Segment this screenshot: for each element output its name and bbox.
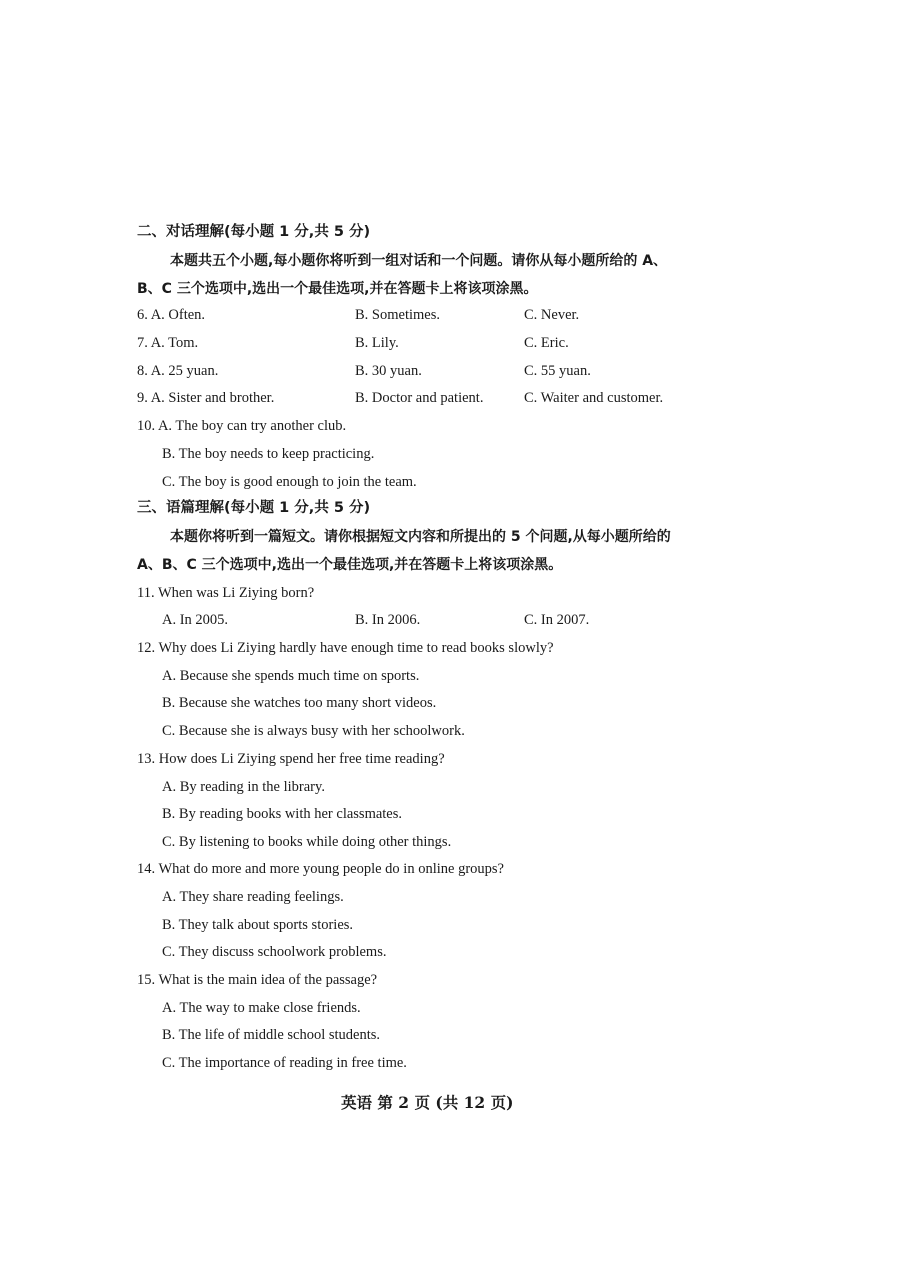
q11-option-c: C. In 2007. [524, 612, 590, 628]
q11-option-a: A. In 2005. [162, 612, 229, 628]
q7-option-b: B. Lily. [355, 335, 399, 351]
q9-option-b: B. Doctor and patient. [355, 390, 484, 406]
section2-instruction-line2: B、C 三个选项中,选出一个最佳选项,并在答题卡上将该项涂黑。 [137, 281, 538, 297]
q12-option-c: C. Because she is always busy with her schoolwork. [162, 723, 465, 739]
q7-option-a: 7. A. Tom. [137, 335, 199, 351]
q13-option-a: A. By reading in the library. [162, 779, 325, 795]
section3-instruction-line2: A、B、C 三个选项中,选出一个最佳选项,并在答题卡上将该项涂黑。 [137, 557, 563, 573]
q14-option-c: C. They discuss schoolwork problems. [162, 944, 387, 960]
q12-stem: 12. Why does Li Ziying hardly have enough time to read books slowly? [137, 640, 554, 656]
q11-stem: 11. When was Li Ziying born? [137, 585, 315, 601]
q14-option-a: A. They share reading feelings. [162, 889, 344, 905]
q15-option-b: B. The life of middle school students. [162, 1027, 381, 1043]
q11-option-b: B. In 2006. [355, 612, 421, 628]
q6-option-c: C. Never. [524, 307, 580, 323]
q15-option-a: A. The way to make close friends. [162, 1000, 361, 1016]
q8-option-a: 8. A. 25 yuan. [137, 363, 219, 379]
q10-option-a: 10. A. The boy can try another club. [137, 418, 347, 434]
q7-option-c: C. Eric. [524, 335, 569, 351]
q14-stem: 14. What do more and more young people do in online groups? [137, 861, 504, 877]
q13-stem: 13. How does Li Ziying spend her free time reading? [137, 751, 445, 767]
q6-option-b: B. Sometimes. [355, 307, 440, 323]
q8-option-b: B. 30 yuan. [355, 363, 422, 379]
page-footer: 英语 第 2 页 (共 12 页) [341, 1093, 514, 1112]
q8-option-c: C. 55 yuan. [524, 363, 591, 379]
q15-option-c: C. The importance of reading in free time. [162, 1055, 407, 1071]
q12-option-a: A. Because she spends much time on sports. [162, 668, 420, 684]
q9-option-a: 9. A. Sister and brother. [137, 390, 275, 406]
q15-stem: 15. What is the main idea of the passage? [137, 972, 378, 988]
section3-instruction-line1: 本题你将听到一篇短文。请你根据短文内容和所提出的 5 个问题,从每小题所给的 [170, 529, 671, 545]
section3-heading: 三、语篇理解(每小题 1 分,共 5 分) [137, 500, 371, 516]
section2-instruction-line1: 本题共五个小题,每小题你将听到一组对话和一个问题。请你从每小题所给的 A、 [170, 253, 668, 269]
q6-option-a: 6. A. Often. [137, 307, 206, 323]
q10-option-b: B. The boy needs to keep practicing. [162, 446, 375, 462]
q9-option-c: C. Waiter and customer. [524, 390, 664, 406]
q14-option-b: B. They talk about sports stories. [162, 917, 354, 933]
q13-option-b: B. By reading books with her classmates. [162, 806, 403, 822]
q13-option-c: C. By listening to books while doing other things. [162, 834, 452, 850]
q10-option-c: C. The boy is good enough to join the team. [162, 474, 417, 490]
q12-option-b: B. Because she watches too many short videos. [162, 695, 437, 711]
section2-heading: 二、对话理解(每小题 1 分,共 5 分) [137, 224, 371, 240]
